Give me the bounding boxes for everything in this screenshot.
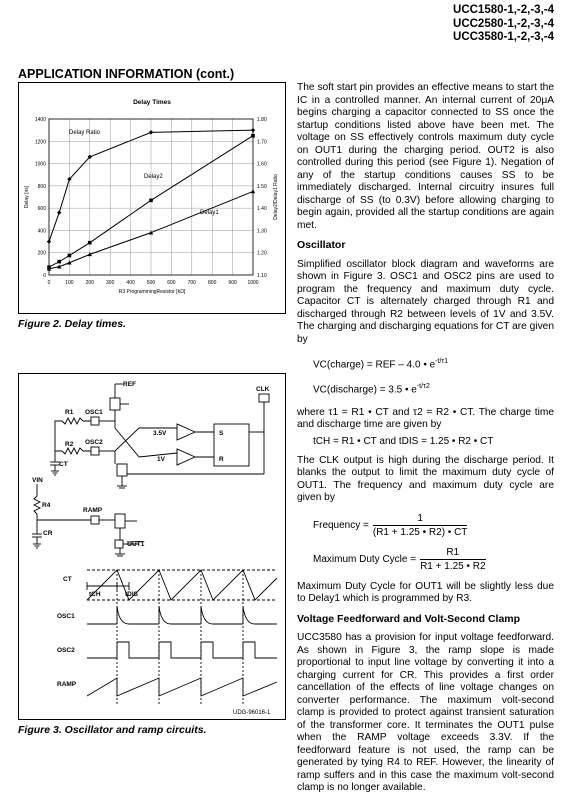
equation-frequency: [313, 513, 554, 539]
label-r2: R2: [65, 441, 74, 448]
wave-label-tch: tCH: [89, 591, 101, 598]
wave-label-ramp: RAMP: [57, 681, 77, 688]
wave-label-osc1: OSC1: [57, 613, 75, 620]
series-label-delay1: Delay1: [200, 210, 219, 216]
figure3-caption: Figure 3. Oscillator and ramp circuits.: [18, 724, 207, 736]
frequency-lhs: Frequency =: [313, 519, 369, 531]
series-label-delay-ratio: Delay Ratio: [69, 130, 101, 136]
label-s: S: [219, 430, 224, 437]
equation-discharge: [313, 381, 554, 396]
y2-tick-label: 1.50: [257, 183, 267, 190]
x-tick-label: 600: [167, 280, 176, 286]
duty-cycle-lhs: Maximum Duty Cycle =: [313, 553, 417, 565]
x-tick-label: 700: [187, 280, 196, 286]
data-point-delay-ratio: [149, 130, 153, 134]
label-osc2: OSC2: [85, 439, 103, 446]
x-tick-label: 300: [106, 280, 115, 286]
label-clk: CLK: [256, 386, 270, 393]
data-point-delay-ratio: [47, 239, 51, 243]
time-constant-paragraph: where τ1 = R1 • CT and τ2 = R2 • CT. The charge time and discharge time are given by: [297, 406, 554, 431]
feedforward-heading: Voltage Feedforward and Volt-Second Clamp: [297, 612, 521, 625]
clk-paragraph: The CLK output is high during the discharge period. It blanks the output to limit the maximum duty cycle of OUT1. The frequency and maximum duty cycle are given by: [297, 454, 554, 504]
delay1-paragraph: Maximum Duty Cycle for OUT1 will be slightly less due to Delay1 which is programmed by R3.: [297, 580, 554, 605]
figure2-caption: Figure 2. Delay times.: [18, 318, 126, 330]
y2-tick-label: 1.70: [257, 139, 267, 146]
right-column: [297, 82, 554, 795]
x-tick-label: 0: [47, 280, 51, 286]
data-point-delay-ratio: [57, 210, 61, 214]
label-vin: VIN: [32, 477, 43, 484]
oscillator-heading: Oscillator: [297, 239, 346, 251]
label-1v: 1V: [157, 456, 165, 463]
x-tick-label: 900: [228, 280, 237, 286]
x-axis-label: R3 ProgrammingResistor [kΩ]: [118, 289, 186, 295]
equation-charge-exponent: -t/τ1: [435, 358, 449, 365]
figure3-frame: [18, 373, 286, 720]
y2-tick-label: 1.10: [257, 273, 267, 279]
equation-discharge-exponent: -t/τ2: [416, 383, 430, 391]
duty-cycle-fraction: [420, 547, 485, 573]
equation-times: tCH = R1 • CT and tDIS = 1.25 • R2 • CT: [313, 435, 494, 447]
label-r1: R1: [65, 409, 74, 416]
frequency-denominator: (R1 + 1.25 • R2) • CT: [372, 526, 468, 538]
y-tick-label: 800: [37, 183, 46, 190]
duty-cycle-denominator: R1 + 1.25 • R2: [420, 560, 486, 572]
data-point-delay2: [57, 260, 61, 264]
frequency-fraction: [373, 513, 468, 539]
equation-charge: [313, 356, 554, 371]
wave-label-ct: CT: [63, 576, 72, 583]
series-label-delay2: Delay2: [144, 174, 163, 180]
equation-charge-text: VC(charge) = REF – 4.0 • e: [313, 359, 436, 371]
label-r: R: [219, 456, 224, 463]
data-point-delay2: [149, 199, 153, 203]
x-tick-label: 200: [85, 280, 94, 286]
x-tick-label: 400: [126, 280, 135, 286]
y2-tick-label: 1.60: [257, 161, 267, 168]
label-ramp: RAMP: [83, 507, 103, 514]
y2-axis-label: Delay2/Delay1 Ratio: [273, 174, 279, 220]
label-cr: CR: [43, 530, 53, 537]
label-out1: OUT1: [127, 541, 145, 548]
part-number-2: UCC2580-1,-2,-3,-4: [453, 17, 554, 30]
data-point-delay1: [251, 189, 255, 193]
soft-start-paragraph: The soft start pin provides an effective means to start the IC in a controlled manner. An internal current of 20μA begins charging a capacitor connected to SS once the startup conditions listed above have been met. The voltage on SS effectively controls maximum duty cycle on OUT1 during the charging period. OUT2 is also controlled during this period (see Figure 1). Negation of any of the startup conditions causes SS to be immediately discharged. Internal circuitry insures full discharge of SS (to 0.3V) before allowing charging to begin again, provided all the startup conditions are again met.: [297, 82, 554, 231]
label-3v5: 3.5V: [153, 430, 167, 437]
y2-tick-label: 1.80: [257, 117, 267, 123]
y2-tick-label: 1.40: [257, 206, 267, 213]
x-tick-label: 100: [65, 280, 74, 286]
frequency-numerator: 1: [417, 512, 423, 524]
duty-cycle-numerator: R1: [446, 546, 460, 558]
x-tick-label: 500: [146, 280, 156, 286]
part-number-3: UCC3580-1,-2,-3,-4: [453, 31, 554, 43]
oscillator-circuit-diagram: [19, 374, 285, 719]
section-title: APPLICATION INFORMATION (cont.): [18, 67, 235, 81]
x-tick-label: 1000: [247, 280, 259, 286]
data-point-delay2: [251, 134, 255, 138]
y-axis-label: Delay [ns]: [24, 185, 30, 209]
label-osc1: OSC1: [85, 409, 103, 416]
part-number-1: UCC1580-1,-2,-3,-4: [453, 4, 554, 16]
figure2-frame: [18, 82, 286, 314]
equation-discharge-text: VC(discharge) = 3.5 • e: [313, 384, 417, 396]
y-tick-label: 1000: [34, 161, 46, 168]
label-r4: R4: [42, 502, 51, 509]
x-tick-label: 800: [208, 280, 217, 286]
y-tick-label: 400: [37, 228, 46, 235]
data-point-delay2: [88, 241, 92, 245]
part-numbers: [453, 4, 554, 45]
oscillator-paragraph: Simplified oscillator block diagram and waveforms are shown in Figure 3. OSC1 and OSC2 pins are used to program the frequency and maximum duty cycle. Capacitor CT is alternately charged through R1 and discharged through R2 between levels of 1V and 3.5V. The charging and discharging equations for CT are given by: [297, 258, 554, 345]
y-tick-label: 600: [37, 206, 46, 213]
y2-tick-label: 1.30: [257, 228, 267, 235]
label-ref: REF: [123, 381, 136, 388]
y-tick-label: 1200: [34, 139, 46, 146]
wave-label-tdis: tDIS: [125, 591, 138, 598]
y-tick-label: 200: [37, 250, 46, 257]
y2-tick-label: 1.20: [257, 250, 267, 257]
wave-label-osc2: OSC2: [57, 647, 75, 654]
feedforward-paragraph: UCC3580 has a provision for input voltage feedforward. As shown in Figure 3, the ramp slope is made proportional to input line voltage by converting it into a charging current for CR. This provides a first order cancellation of the effects of line voltage changes on converter performance. The maximum volt-second clamp is provided to protect against transient saturation of the transformer core. It terminates the OUT1 pulse when the RAMP voltage exceeds 3.3V. If the feedforward feature is not used, the ramp can be generated by tying R4 to REF. However, the linearity of ramp suffers and in this case the maximum volt-second clamp is no longer available.: [297, 632, 554, 794]
data-point-delay-ratio: [251, 128, 255, 132]
chart-title: Delay Times: [133, 99, 171, 106]
data-point-delay2: [68, 254, 72, 258]
figure-code: UDG-96016-1: [233, 710, 271, 716]
equation-duty-cycle: [313, 547, 554, 573]
label-ct: CT: [59, 461, 68, 468]
y-tick-label: 0: [43, 273, 46, 279]
y-tick-label: 1400: [34, 117, 46, 123]
delay-times-chart: [19, 83, 285, 313]
